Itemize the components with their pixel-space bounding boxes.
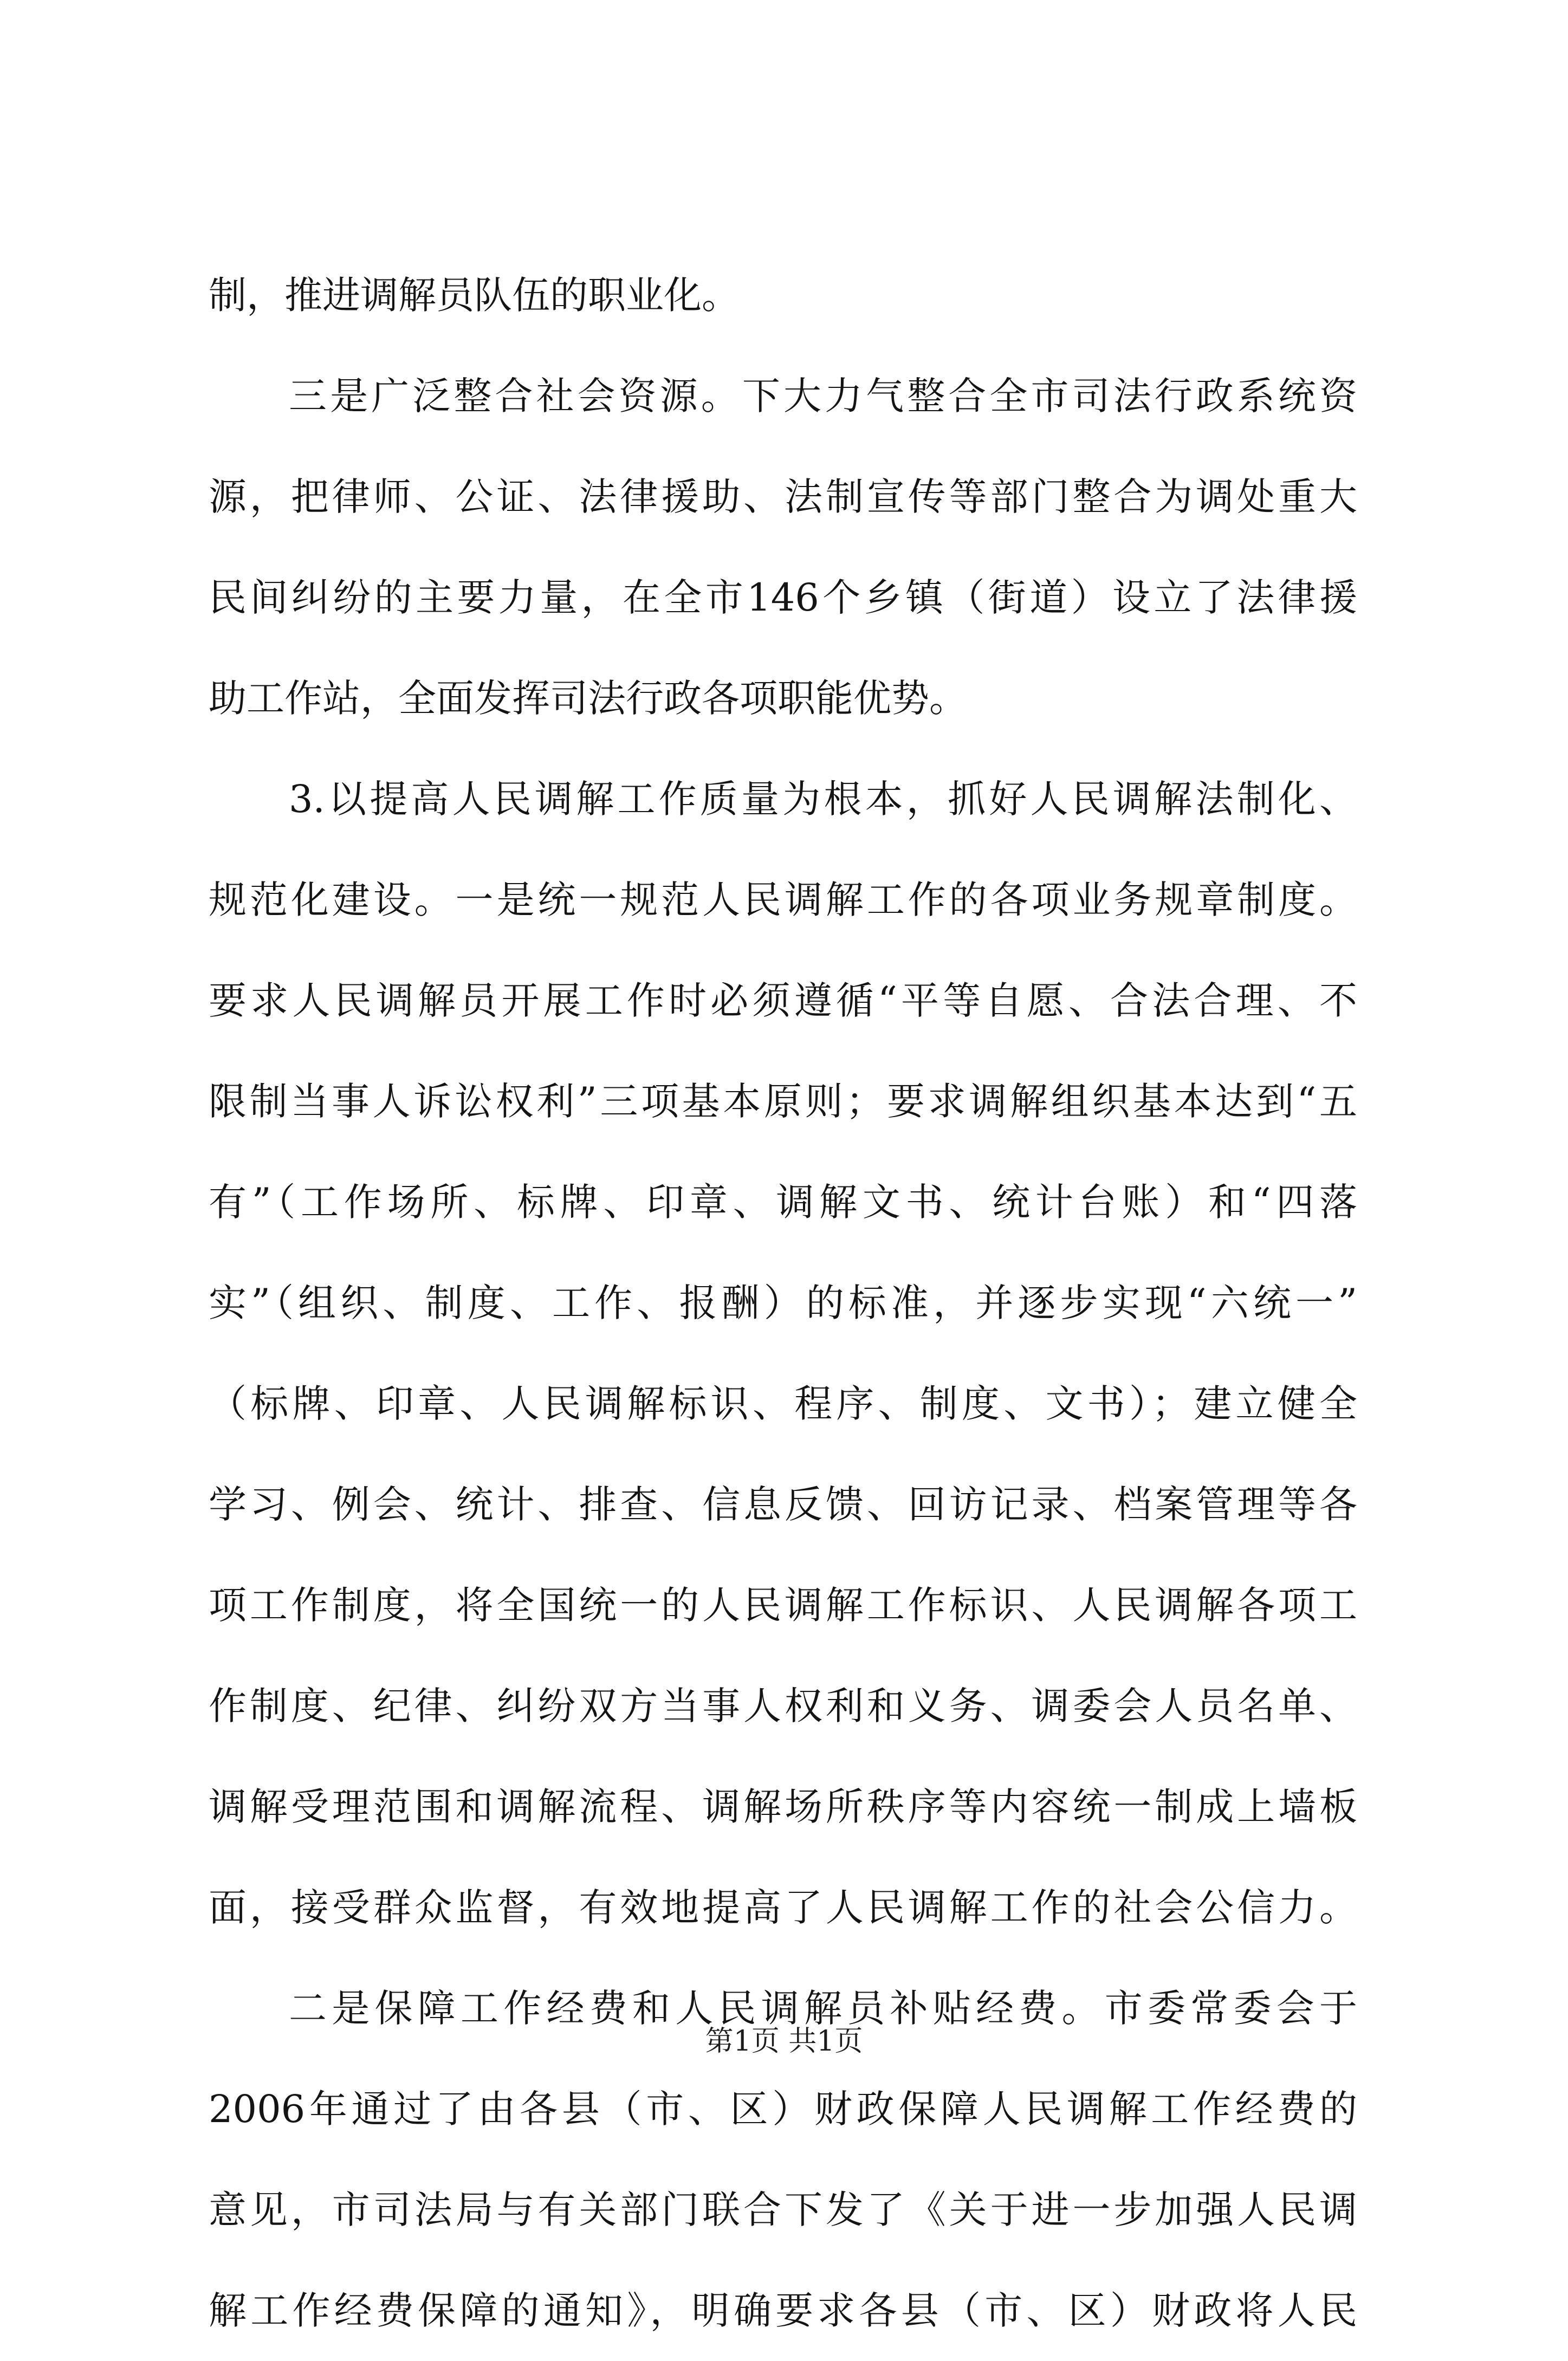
text-line: 助工作站，全面发挥司法行政各项职能优势。 [209, 676, 967, 721]
text-line: 面，接受群众监督，有效地提高了人民调解工作的社会公信力。 [209, 1885, 1357, 1930]
text-line: 源，把律师、公证、法律援助、法制宣传等部门整合为调处重大 [209, 475, 1357, 519]
text-line: 学习、例会、统计、排查、信息反馈、回访记录、档案管理等各 [209, 1482, 1357, 1527]
text-line: 调解受理范围和调解流程、调解场所秩序等内容统一制成上墙板 [209, 1785, 1357, 1829]
text-line: 实”（组织、制度、工作、报酬）的标准，并逐步实现“六统一” [209, 1281, 1357, 1325]
text-line: 要求人民调解员开展工作时必须遵循“平等自愿、合法合理、不 [209, 978, 1357, 1023]
text-line: 3.以提高人民调解工作质量为根本，抓好人民调解法制化、 [289, 777, 1357, 821]
text-line: 限制当事人诉讼权利”三项基本原则；要求调解组织基本达到“五 [209, 1079, 1357, 1124]
text-line: 规范化建设。一是统一规范人民调解工作的各项业务规章制度。 [209, 878, 1357, 922]
page-number-footer: 第1页 共1页 [705, 2025, 863, 2058]
text-line: 作制度、纪律、纠纷双方当事人权利和义务、调委会人员名单、 [209, 1684, 1357, 1728]
text-line: 制，推进调解员队伍的职业化。 [209, 273, 740, 317]
text-line: 解工作经费保障的通知》，明确要求各县（市、区）财政将人民 [209, 2288, 1357, 2333]
text-line: （标牌、印章、人民调解标识、程序、制度、文书）；建立健全 [209, 1381, 1357, 1426]
text-line: 项工作制度，将全国统一的人民调解工作标识、人民调解各项工 [209, 1583, 1357, 1627]
text-line: 有”（工作场所、标牌、印章、调解文书、统计台账）和“四落 [209, 1180, 1357, 1224]
text-line: 意见，市司法局与有关部门联合下发了《关于进一步加强人民调 [209, 2188, 1357, 2232]
text-line: 三是广泛整合社会资源。下大力气整合全市司法行政系统资 [289, 374, 1357, 418]
text-line: 民间纠纷的主要力量，在全市146个乡镇（街道）设立了法律援 [209, 575, 1357, 620]
text-line: 二是保障工作经费和人民调解员补贴经费。市委常委会于 [289, 1986, 1357, 2031]
text-line: 2006年通过了由各县（市、区）财政保障人民调解工作经费的 [209, 2087, 1357, 2131]
